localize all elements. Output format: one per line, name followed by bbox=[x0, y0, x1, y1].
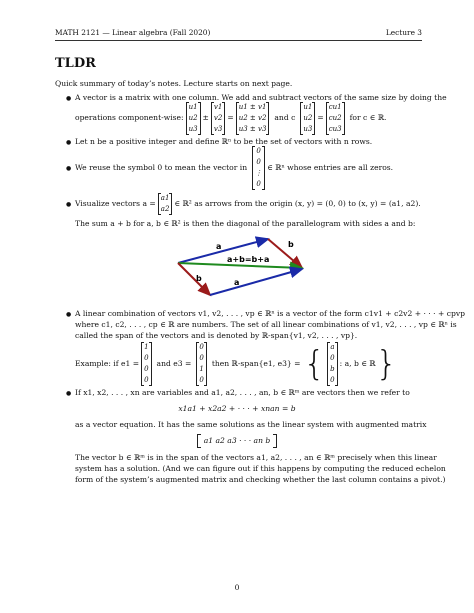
example-lead: Example: if e1 = bbox=[75, 358, 140, 368]
linear-combination-def-2: where c1, c2, . . . , cp ∈ ℝ are numbers. The set of all linear combinations of v1, v2, . . . , vp ∈ ℝⁿ is bbox=[75, 320, 457, 329]
vector-equation-intro: If x1, x2, . . . , xn are variables and a1, a2, . . . , an, b ∈ ℝᵐ are vectors then we refer to bbox=[75, 388, 410, 397]
intro-text: Quick summary of today’s notes. Lecture starts on next page. bbox=[55, 79, 293, 88]
page-number: 0 bbox=[234, 583, 240, 592]
zero-tail: ∈ ℝⁿ whose entries are all zeros. bbox=[267, 162, 394, 172]
parallelogram-diagram bbox=[172, 229, 312, 301]
bullet-icon: ● bbox=[66, 311, 72, 318]
vector-equation-text: as a vector equation. It has the same solutions as the linear system with augmented matrix bbox=[75, 420, 427, 429]
e3-vector: 0 0 1 0 bbox=[196, 342, 206, 386]
v-vector: v1 v2 v3 bbox=[211, 102, 225, 135]
vector-b-left bbox=[178, 263, 210, 295]
example-and: and e3 = bbox=[156, 358, 192, 368]
ops-lead: operations component-wise: bbox=[75, 112, 184, 122]
sum-vector: u1 ± v1 u2 ± v2 u3 ± v3 bbox=[236, 102, 270, 135]
vector-equation: x1a1 + x2a2 + · · · + xnan = b bbox=[178, 404, 296, 413]
span-criterion-2: system has a solution. (And we can figure out if this happens by computing the reduced echelon bbox=[75, 464, 446, 473]
label-b-left: b bbox=[196, 274, 202, 283]
header-lecture: Lecture 3 bbox=[385, 28, 422, 37]
linear-combination-def: A linear combination of vectors v1, v2, . . . , vp ∈ ℝⁿ is a vector of the form c1v1 + c2v2 + · · · + cpvp bbox=[75, 309, 465, 318]
e1-vector: 1 0 0 0 bbox=[141, 342, 151, 386]
a-vector: a1 a2 bbox=[158, 193, 173, 215]
page-header bbox=[55, 28, 422, 40]
example-then: then ℝ-span{e1, e3} = bbox=[211, 358, 301, 368]
cu-vector: cu1 cu2 cu3 bbox=[326, 102, 345, 135]
span-example bbox=[75, 340, 397, 388]
visualize-lead: Visualize vectors a = bbox=[75, 198, 156, 208]
example-condition: : a, b ∈ ℝ bbox=[339, 358, 376, 368]
eq-sign-2: = bbox=[317, 112, 324, 122]
bullet-icon: ● bbox=[66, 139, 72, 146]
eq-sign: = bbox=[227, 112, 234, 122]
span-criterion-1: The vector b ∈ ℝᵐ is in the span of the vectors a1, a2, . . . , an ∈ ℝᵐ precisely when this linear bbox=[75, 453, 437, 462]
label-a-bottom: a bbox=[234, 278, 240, 287]
visualize-tail: ∈ ℝ² as arrows from the origin (x, y) = (0, 0) to (x, y) = (a1, a2). bbox=[174, 198, 421, 208]
left-brace: { bbox=[303, 344, 326, 384]
label-b-right: b bbox=[288, 240, 294, 249]
zero-vector-def bbox=[75, 145, 393, 191]
bullet-icon: ● bbox=[66, 165, 72, 172]
augmented-matrix bbox=[0, 434, 474, 448]
bullet-icon: ● bbox=[66, 390, 72, 397]
span-def: called the span of the vectors and is denoted by ℝ-span{v1, v2, . . . , vp}. bbox=[75, 331, 358, 340]
and-c-text: and c bbox=[274, 112, 296, 122]
right-brace: } bbox=[375, 344, 398, 384]
page-title: TLDR bbox=[55, 56, 96, 71]
label-sum: a+b=b+a bbox=[227, 255, 270, 264]
augmented-entries: a1 a2 a3 · · · an b bbox=[203, 436, 271, 445]
vector-a-bottom bbox=[210, 269, 302, 295]
pm-sign: ± bbox=[202, 112, 209, 122]
componentwise-ops bbox=[75, 100, 386, 136]
header-course: MATH 2121 — Linear algebra (Fall 2020) bbox=[55, 28, 211, 37]
zero-vector: 0 0 ⋮ 0 bbox=[252, 146, 265, 190]
vector-b-right bbox=[268, 239, 302, 268]
rn-definition: Let n be a positive integer and define ℝⁿ to be the set of vectors with n rows. bbox=[75, 137, 373, 146]
u-vector-2: u1 u2 u3 bbox=[300, 102, 315, 135]
ops-tail: for c ∈ ℝ. bbox=[349, 112, 387, 122]
span-set-vector: a 0 b 0 bbox=[327, 342, 337, 386]
visualize-vectors bbox=[75, 192, 421, 216]
span-criterion-3: form of the system’s augmented matrix and checking whether the last column contains a pivot.) bbox=[75, 475, 446, 484]
bullet-icon: ● bbox=[66, 95, 72, 102]
label-a-top: a bbox=[216, 242, 222, 251]
header-rule bbox=[55, 40, 422, 41]
vector-definition: A vector is a matrix with one column. We add and subtract vectors of the same size by doing the bbox=[75, 93, 447, 102]
bullet-icon: ● bbox=[66, 201, 72, 208]
zero-lead: We reuse the symbol 0 to mean the vector in bbox=[75, 162, 248, 172]
u-vector: u1 u2 u3 bbox=[186, 102, 201, 135]
parallelogram-caption: The sum a + b for a, b ∈ ℝ² is then the diagonal of the parallelogram with sides a and b: bbox=[75, 219, 416, 228]
